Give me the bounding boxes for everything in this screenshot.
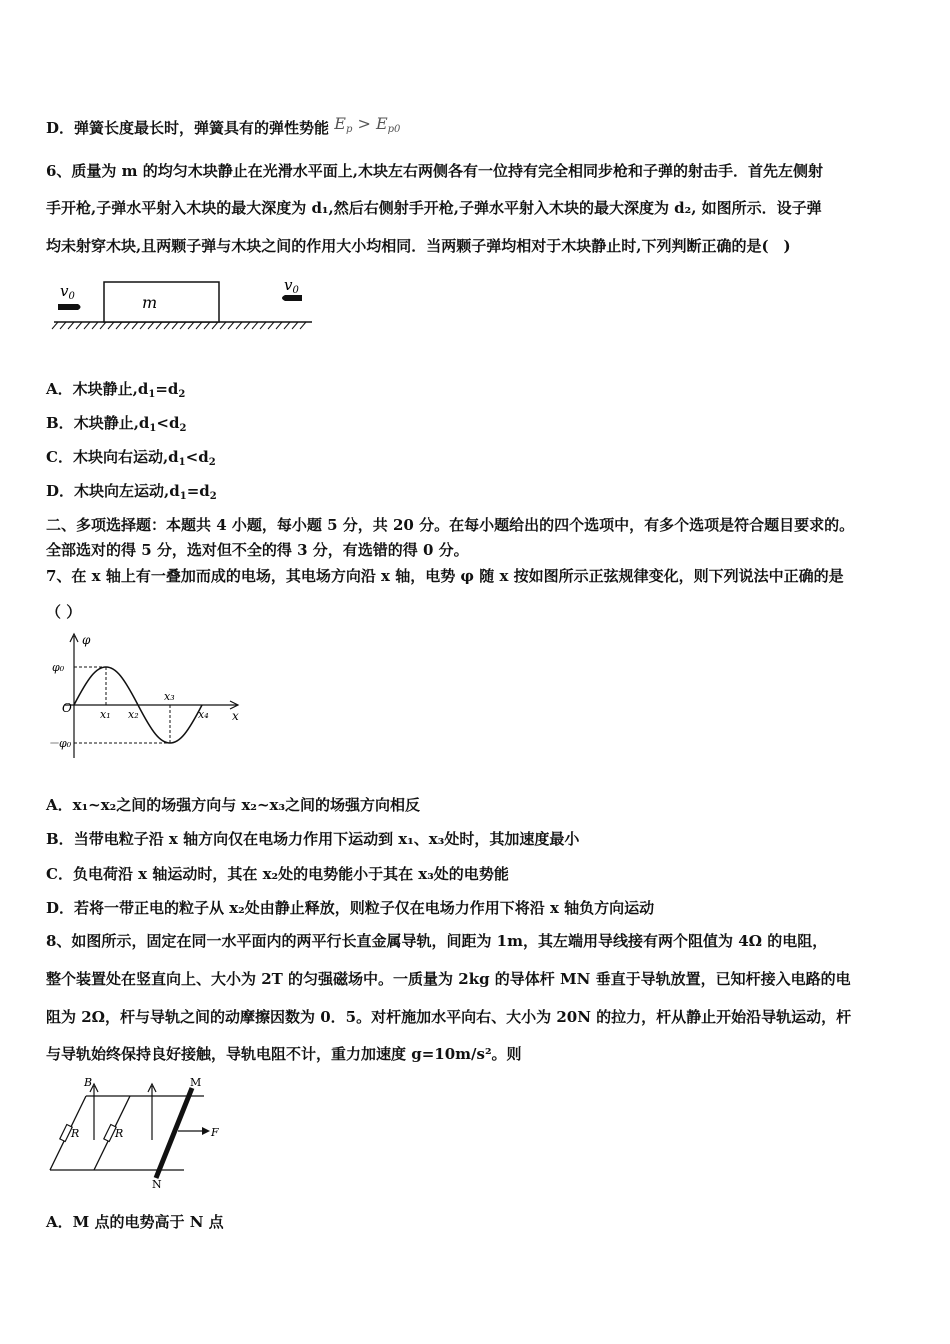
right-velocity-label: $v_0$: [284, 278, 299, 296]
left-bullet-icon: [58, 304, 81, 310]
phi0-label: φ₀: [52, 661, 65, 674]
q5-option-d: [46, 113, 400, 141]
q6-option-c: C．木块向右运动$,d_1<d_2$: [46, 448, 216, 468]
resistor-1-label: R: [71, 1127, 80, 1140]
x1-label: x₁: [100, 708, 111, 721]
x4-label: x₄: [198, 708, 209, 721]
resistor-2-label: R: [115, 1127, 124, 1140]
q7-option-d: D．若将一带正电的粒子从 x₂处由静止释放，则粒子仅在电场力作用下将沿 x 轴负方向运动: [46, 899, 655, 917]
q7-line-1: 7、在 x 轴上有一叠加而成的电场，其电场方向沿 x 轴，电势 φ 随 x 按如图所示正弦规律变化，则下列说法中正确的是: [46, 567, 844, 585]
q8-line-4: 与导轨始终保持良好接触，导轨电阻不计，重力加速度 g=10m/s²。则: [46, 1045, 522, 1063]
x-axis-label: x: [232, 709, 239, 723]
section2-heading-line-1: 二、多项选择题：本题共 4 小题，每小题 5 分，共 20 分。在每小题给出的四个选项中，有多个选项是符合题目要求的。: [46, 516, 855, 534]
q8-line-1: 8、如图所示，固定在同一水平面内的两平行长直金属导轨，间距为 1m，其左端用导线接有两个阻值为 4Ω 的电阻，: [46, 932, 828, 950]
option-letter: D．: [46, 119, 75, 137]
x2-label: x₂: [128, 708, 139, 721]
block-mass-label: m: [142, 293, 158, 312]
force-arrow-icon: [202, 1127, 210, 1135]
left-velocity-label: $v_0$: [60, 282, 75, 302]
q7-line-2: （ ）: [46, 603, 82, 621]
q6-line-2: 手开枪,子弹水平射入木块的最大深度为 d₁,然后右侧射手开枪,子弹水平射入木块的最大深度为 d₂, 如图所示．设子弹: [46, 199, 822, 217]
energy-formula: $E_p > E_{p0}$: [334, 114, 401, 135]
q6-option-a: A．木块静止$,d_1=d_2$: [46, 380, 186, 400]
q7-potential-graph: [46, 630, 246, 765]
q8-rail-figure: [44, 1074, 224, 1190]
ground-hatching: [52, 322, 306, 329]
q6-block-figure: [50, 278, 320, 330]
wood-block: [104, 282, 219, 322]
field-label-b: B: [84, 1076, 93, 1089]
x3-label: x₃: [164, 690, 175, 703]
option-text: 弹簧长度最长时，弹簧具有的弹性势能: [74, 119, 330, 137]
q8-line-2: 整个装置处在竖直向上、大小为 2T 的匀强磁场中。一质量为 2kg 的导体杆 MN 垂直于导轨放置，已知杆接入电路的电: [46, 970, 851, 988]
section2-heading-line-2: 全部选对的得 5 分，选对但不全的得 3 分，有选错的得 0 分。: [46, 541, 469, 559]
q7-option-c: C．负电荷沿 x 轴运动时，其在 x₂处的电势能小于其在 x₃处的电势能: [46, 865, 509, 883]
q8-line-3: 阻为 2Ω，杆与导轨之间的动摩擦因数为 0．5。对杆施加水平向右、大小为 20N 的拉力，杆从静止开始沿导轨运动，杆: [46, 1008, 852, 1026]
origin-label: O: [62, 701, 72, 715]
conductor-rod-mn: [156, 1088, 192, 1178]
phi-axis-label: φ: [82, 633, 91, 647]
q8-option-a: A．M 点的电势高于 N 点: [46, 1213, 224, 1231]
rod-label-n: N: [152, 1178, 162, 1190]
q6-line-1: 6、质量为 m 的均匀木块静止在光滑水平面上,木块左右两侧各有一位持有完全相同步枪和子弹的射击手．首先左侧射: [46, 162, 823, 180]
q6-line-3: 均未射穿木块,且两颗子弹与木块之间的作用大小均相同．当两颗子弹均相对于木块静止时,下列判断正确的是( ): [46, 237, 791, 255]
q6-option-b: B．木块静止$,d_1<d_2$: [46, 414, 187, 434]
q6-option-d: D．木块向左运动$,d_1=d_2$: [46, 482, 217, 502]
rod-label-m: M: [190, 1076, 202, 1089]
neg-phi0-label: －φ₀: [48, 737, 72, 750]
q7-option-a: A．x₁~x₂之间的场强方向与 x₂~x₃之间的场强方向相反: [46, 796, 421, 814]
force-label: F: [211, 1126, 219, 1139]
q7-option-b: B．当带电粒子沿 x 轴方向仅在电场力作用下运动到 x₁、x₃处时，其加速度最小: [46, 830, 580, 848]
